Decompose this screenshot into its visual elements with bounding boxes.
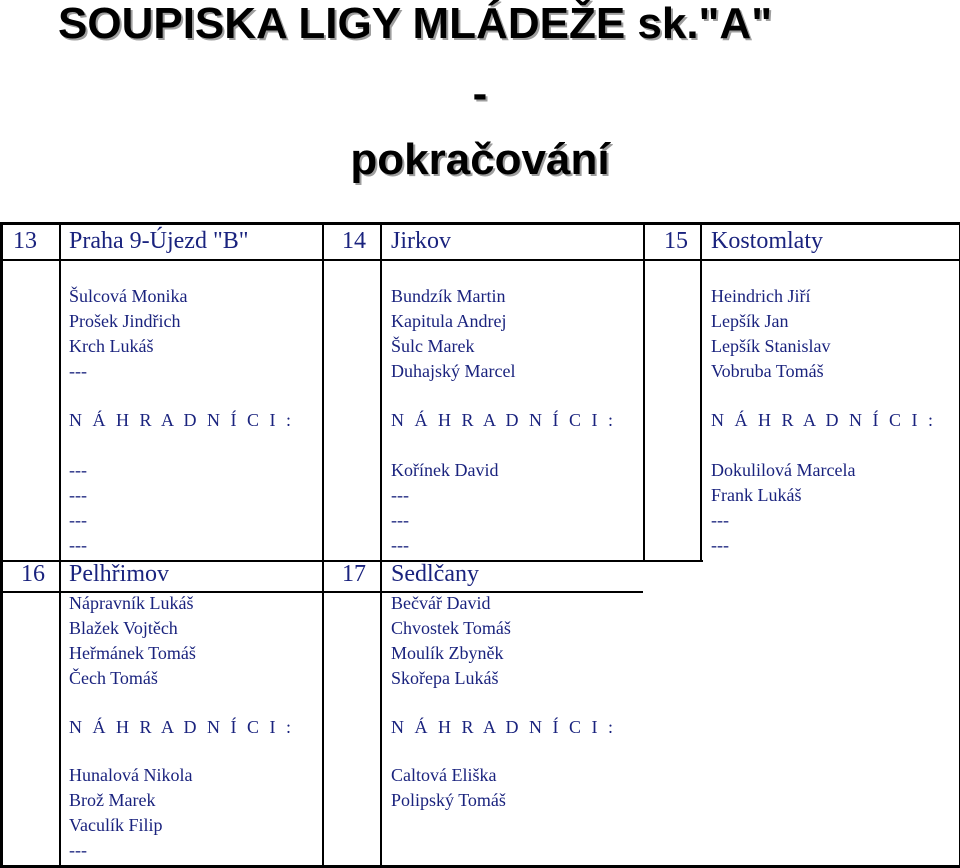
player: Šulc Marek (391, 336, 475, 356)
substitute-list (391, 458, 498, 558)
substitute: Brož Marek (69, 790, 156, 810)
player: Blažek Vojtěch (69, 618, 178, 638)
substitute: Kořínek David (391, 460, 499, 480)
player: Bundzík Martin (391, 286, 506, 306)
player: --- (69, 361, 87, 381)
document-title: SOUPISKA LIGY MLÁDEŽE sk."A" (58, 0, 773, 48)
team-name: Jirkov (391, 228, 451, 254)
substitute: Frank Lukáš (711, 485, 802, 505)
substitute: Dokulilová Marcela (711, 460, 856, 480)
divider (59, 225, 61, 865)
substitute: --- (69, 460, 87, 480)
substitute-list (391, 763, 506, 813)
team-name: Pelhřimov (69, 561, 169, 587)
divider (700, 225, 702, 562)
substitute: --- (391, 485, 409, 505)
player: Vobruba Tomáš (711, 361, 824, 381)
substitutes-heading: N Á H R A D N Í C I : (711, 410, 937, 430)
divider (322, 225, 324, 865)
player: Duhajský Marcel (391, 361, 516, 381)
player-list (711, 284, 831, 384)
player: Šulcová Monika (69, 286, 188, 306)
substitutes-heading: N Á H R A D N Í C I : (69, 717, 295, 737)
player: Heindrich Jiří (711, 286, 811, 306)
player: Nápravník Lukáš (69, 593, 194, 613)
roster-table (0, 222, 960, 868)
substitute: Vaculík Filip (69, 815, 163, 835)
player: Prošek Jindřich (69, 311, 181, 331)
team-name: Kostomlaty (711, 228, 823, 254)
substitute: Polipský Tomáš (391, 790, 506, 810)
team-name: Praha 9-Újezd "B" (69, 228, 249, 254)
player: Krch Lukáš (69, 336, 154, 356)
title-continuation: pokračování (350, 135, 610, 184)
substitute-list (69, 458, 87, 558)
team-number: 13 (13, 228, 37, 254)
team-name: Sedlčany (391, 561, 479, 587)
player-list (391, 591, 511, 691)
team-number: 16 (21, 561, 45, 587)
player-list (69, 591, 196, 691)
player-list (69, 284, 188, 384)
substitutes-heading: N Á H R A D N Í C I : (391, 410, 617, 430)
substitute: Caltová Eliška (391, 765, 497, 785)
substitute: --- (69, 535, 87, 555)
player: Lepšík Jan (711, 311, 789, 331)
substitutes-heading: N Á H R A D N Í C I : (69, 410, 295, 430)
divider (3, 259, 959, 261)
team-number: 17 (342, 561, 366, 587)
player: Chvostek Tomáš (391, 618, 511, 638)
substitute-list (69, 763, 192, 863)
substitute: --- (69, 840, 87, 860)
player-list (391, 284, 515, 384)
player: Bečvář David (391, 593, 491, 613)
substitute: --- (69, 485, 87, 505)
substitute: Hunalová Nikola (69, 765, 193, 785)
player: Lepšík Stanislav (711, 336, 831, 356)
substitute: --- (711, 510, 729, 530)
substitute-list (711, 458, 855, 558)
player: Moulík Zbyněk (391, 643, 504, 663)
substitute: --- (391, 510, 409, 530)
substitute: --- (711, 535, 729, 555)
divider (380, 225, 382, 865)
divider (643, 225, 645, 562)
team-number: 15 (664, 228, 688, 254)
team-number: 14 (342, 228, 366, 254)
substitute: --- (391, 535, 409, 555)
player: Čech Tomáš (69, 668, 158, 688)
player: Kapitula Andrej (391, 311, 507, 331)
title-dash: - (472, 69, 488, 118)
substitute: --- (69, 510, 87, 530)
player: Skořepa Lukáš (391, 668, 499, 688)
substitutes-heading: N Á H R A D N Í C I : (391, 717, 617, 737)
player: Heřmánek Tomáš (69, 643, 196, 663)
